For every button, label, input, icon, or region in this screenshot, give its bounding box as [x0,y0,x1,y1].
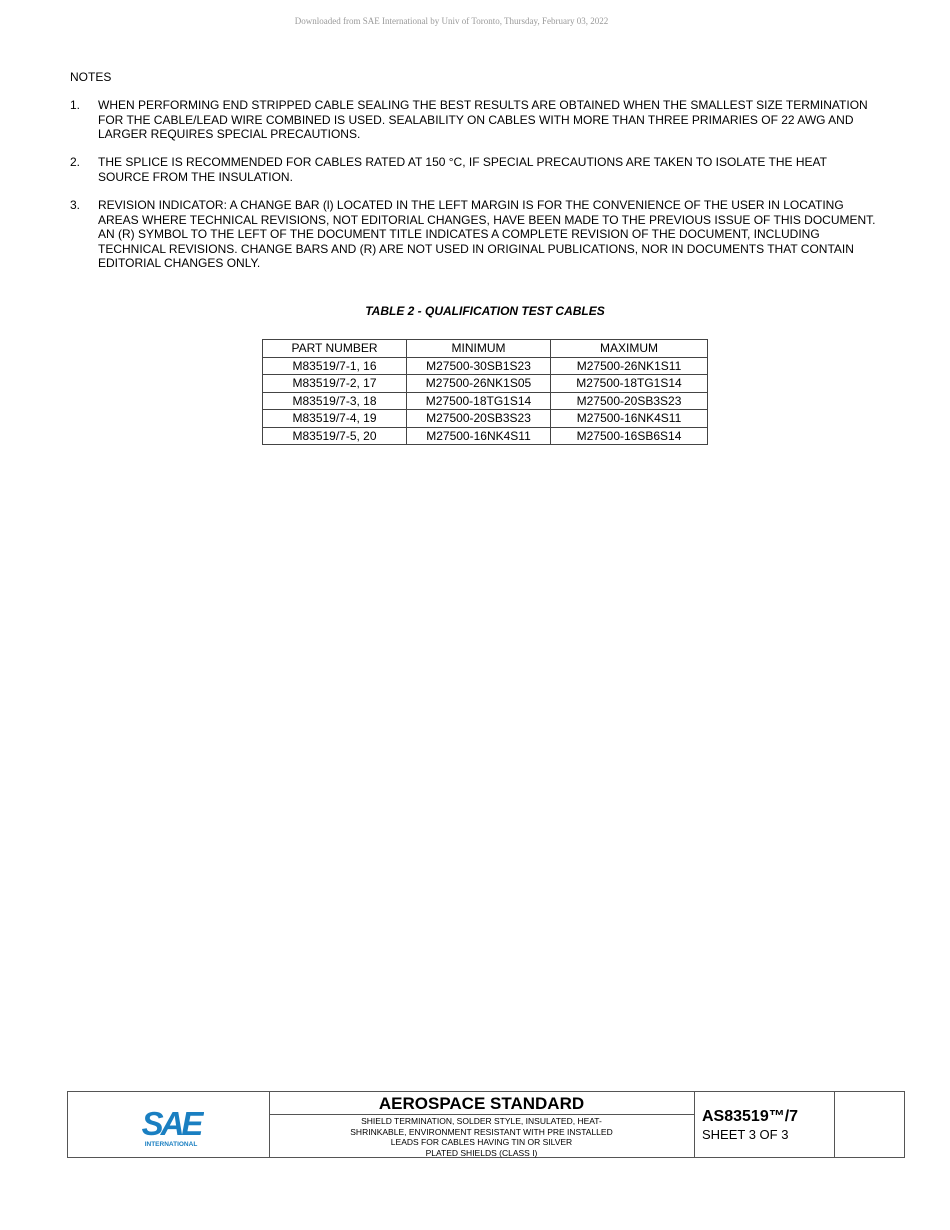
table-cell: M27500-16NK4S11 [551,410,708,428]
description-line: LEADS FOR CABLES HAVING TIN OR SILVER [390,1137,573,1147]
note-number: 3. [70,198,81,212]
note-item [70,155,880,184]
table-row [263,392,708,410]
table-row [263,410,708,428]
table-row [263,427,708,445]
note-text: REVISION INDICATOR: A CHANGE BAR (l) LOCATED IN THE LEFT MARGIN IS FOR THE CONVENIENCE OF THE USER IN LOCATING AREAS WHERE TECHNICAL REVISIONS, NOT EDITORIAL CHANGES, HAVE BEEN MADE TO THE PREVIOUS ISSUE OF THIS DOCUMENT. AN (R) SYMBOL TO THE LEFT OF THE DOCUMENT TITLE INDICATES A COMPLETE REVISION OF THE DOCUMENT, INCLUDING TECHNICAL REVISIONS. CHANGE BARS AND (R) ARE NOT USED IN ORIGINAL PUBLICATIONS, NOR IN DOCUMENTS THAT CONTAIN EDITORIAL CHANGES ONLY. [98,198,876,270]
note-item [70,198,880,271]
notes-heading: NOTES [70,70,112,84]
table-cell: M83519/7-4, 19 [263,410,407,428]
table-row [263,375,708,393]
table-cell: M27500-16NK4S11 [407,427,551,445]
standard-title-cell [269,1092,695,1157]
note-item [70,98,880,142]
table-cell: M83519/7-1, 16 [263,357,407,375]
logo-text: SAE [141,1105,201,1142]
note-number: 1. [70,98,81,112]
table-header-row [263,340,708,358]
column-header: PART NUMBER [263,340,407,358]
note-text: THE SPLICE IS RECOMMENDED FOR CABLES RATED AT 150 °C, IF SPECIAL PRECAUTIONS ARE TAKEN TO ISOLATE THE HEAT SOURCE FROM THE INSULATION. [98,155,827,184]
table-cell: M27500-20SB3S23 [407,410,551,428]
table-row [263,357,708,375]
table-cell: M83519/7-3, 18 [263,392,407,410]
logo-subtext: INTERNATIONAL [144,1141,198,1148]
column-header: MINIMUM [407,340,551,358]
blank-cell [834,1092,904,1157]
table-cell: M27500-26NK1S11 [551,357,708,375]
table-cell: M27500-18TG1S14 [551,375,708,393]
description-line: PLATED SHIELDS (CLASS I) [425,1147,538,1158]
table-cell: M27500-16SB6S14 [551,427,708,445]
table-cell: M27500-26NK1S05 [407,375,551,393]
description-line: SHIELD TERMINATION, SOLDER STYLE, INSULATED, HEAT- [361,1116,602,1126]
table-cell: M27500-30SB1S23 [407,357,551,375]
table-title: TABLE 2 - QUALIFICATION TEST CABLES [365,304,605,318]
document-number: AS83519™/7 [702,1108,799,1125]
standard-description [269,1115,694,1158]
qualification-table [262,339,708,445]
title-block [67,1091,905,1158]
download-watermark: Downloaded from SAE International by Univ of Toronto, Thursday, February 03, 2022 [294,16,609,26]
note-text: WHEN PERFORMING END STRIPPED CABLE SEALING THE BEST RESULTS ARE OBTAINED WHEN THE SMALLEST SIZE TERMINATION FOR THE CABLE/LEAD WIRE COMBINED IS USED. SEALABILITY ON CABLES WITH MORE THAN THREE PRIMARIES OF 22 AWG AND LARGER REQUIRES SPECIAL PRECAUTIONS. [98,98,868,141]
table-cell: M83519/7-5, 20 [263,427,407,445]
sheet-number: SHEET 3 OF 3 [702,1127,789,1142]
standard-title: AEROSPACE STANDARD [269,1092,694,1115]
table-cell: M27500-20SB3S23 [551,392,708,410]
column-header: MAXIMUM [551,340,708,358]
table-cell: M83519/7-2, 17 [263,375,407,393]
description-line: SHRINKABLE, ENVIRONMENT RESISTANT WITH PRE INSTALLED [350,1126,613,1137]
sae-logo [138,1102,204,1148]
document-number-cell [694,1092,835,1157]
note-number: 2. [70,155,81,169]
logo-cell [68,1092,270,1157]
table-cell: M27500-18TG1S14 [407,392,551,410]
